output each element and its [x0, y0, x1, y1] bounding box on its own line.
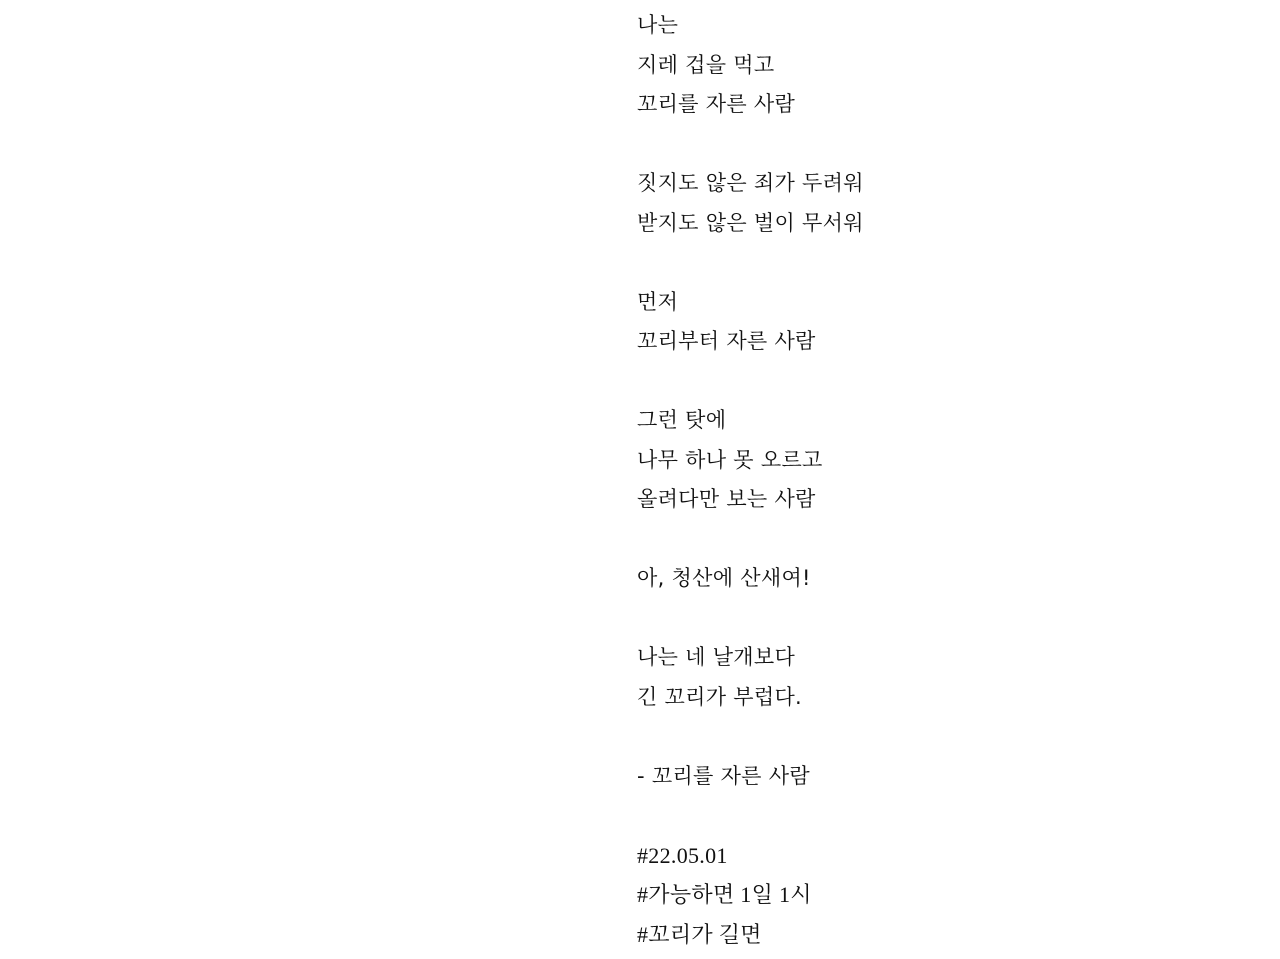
- poem-line: 꼬리를 자른 사람: [637, 92, 796, 116]
- poem-line: 짓지도 않은 죄가 두려워: [637, 171, 864, 195]
- poem-line: 올려다만 보는 사람: [637, 487, 816, 511]
- stanza-break: [637, 520, 1237, 560]
- stanza-break: [637, 362, 1237, 402]
- poem-line: 긴 꼬리가 부럽다.: [637, 684, 803, 709]
- poem-line: 나는 네 날개보다: [637, 645, 796, 669]
- poem-line: 그런 탓에: [637, 408, 727, 432]
- poem-line: 받지도 않은 벌이 무서워: [637, 210, 864, 235]
- poem-line: 나무 하나 못 오르고: [637, 447, 823, 472]
- poem-line: 아, 청산에 산새여!: [637, 566, 811, 590]
- poem-line: 꼬리부터 자른 사람: [637, 329, 816, 353]
- poem-signature: - 꼬리를 자른 사람: [637, 763, 810, 788]
- stanza-break: [637, 796, 1237, 836]
- hashtag: #꼬리가 길면: [637, 921, 762, 947]
- stanza-break: [637, 599, 1237, 639]
- hashtag: #가능하면 1일 1시: [637, 882, 812, 907]
- poem-body: [637, 6, 1237, 954]
- stanza-break: [637, 717, 1237, 757]
- poem-line: 먼저: [637, 289, 679, 314]
- stanza-break: [637, 243, 1237, 283]
- stanza-break: [637, 125, 1237, 165]
- poem-line: 지레 겁을 먹고: [637, 52, 775, 77]
- poem-line: 나는: [637, 13, 679, 37]
- hashtag: #22.05.01: [637, 842, 728, 868]
